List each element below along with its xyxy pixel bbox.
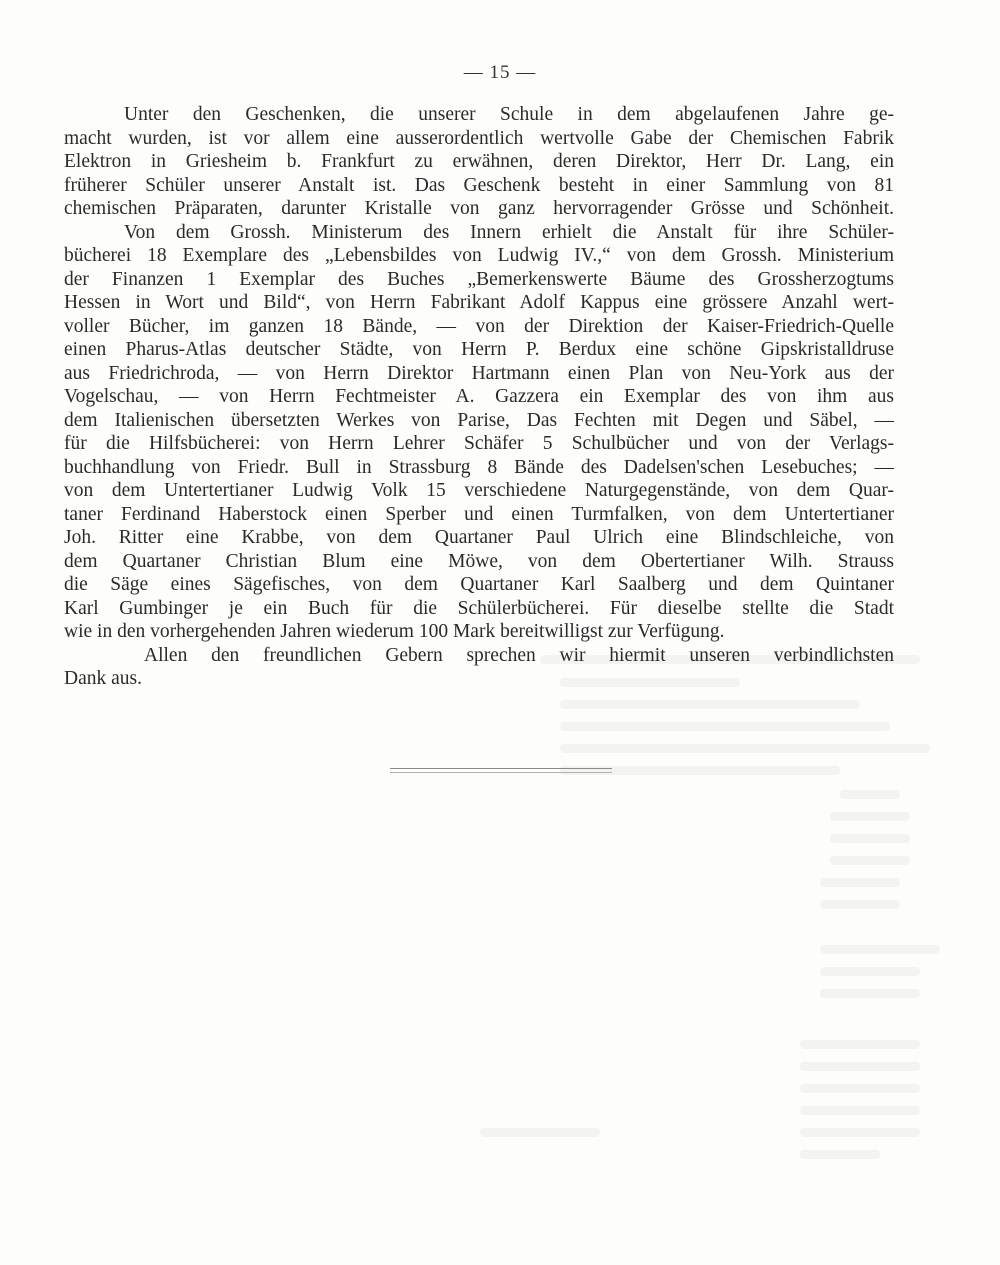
- text-line: voller Bücher, im ganzen 18 Bände, — von der Direktion der Kaiser-Friedrich-Quelle: [64, 315, 894, 337]
- text-line: Hessen in Wort und Bild“, von Herrn Fabrikant Adolf Kappus eine grössere Anzahl wert-: [64, 292, 894, 313]
- text-line: Allen den freundlichen Gebern sprechen wir hiermit unseren verbindlichsten: [144, 644, 894, 666]
- text-line: aus Friedrichroda, — von Herrn Direktor Hartmann einen Plan von Neu-York aus der: [64, 362, 894, 384]
- text-line: Unter den Geschenken, die unserer Schule in dem abgelaufenen Jahre ge-: [124, 104, 894, 125]
- text-line: Karl Gumbinger je ein Buch für die Schülerbücherei. Für dieselbe stellte die Stadt: [64, 597, 894, 619]
- text-line: buchhandlung von Friedr. Bull in Strassburg 8 Bände des Dadelsen'schen Lesebuches; —: [64, 456, 894, 478]
- text-line: von dem Untertertianer Ludwig Volk 15 verschiedene Naturgegenstände, von dem Quar-: [64, 480, 894, 501]
- text-line: Von dem Grossh. Ministerum des Innern erhielt die Anstalt für ihre Schüler-: [124, 221, 894, 243]
- section-divider: [390, 768, 612, 769]
- text-line: bücherei 18 Exemplare des „Lebensbildes von Ludwig IV.,“ von dem Grossh. Ministerium: [64, 245, 894, 266]
- text-line: Dank aus.: [64, 668, 142, 689]
- text-line: taner Ferdinand Haberstock einen Sperber und einen Turmfalken, von dem Untertertianer: [64, 503, 894, 525]
- text-line: chemischen Präparaten, darunter Kristalle von ganz hervorragender Grösse und Schönheit.: [64, 198, 894, 219]
- text-line: Elektron in Griesheim b. Frankfurt zu erwähnen, deren Direktor, Herr Dr. Lang, ein: [64, 151, 894, 172]
- text-line: wie in den vorhergehenden Jahren wiederum 100 Mark bereitwilligst zur Verfügung.: [64, 621, 725, 642]
- text-line: früherer Schüler unserer Anstalt ist. Das Geschenk besteht in einer Sammlung von 81: [64, 174, 894, 196]
- text-line: der Finanzen 1 Exemplar des Buches „Bemerkenswerte Bäume des Grossherzogtums: [64, 268, 894, 290]
- text-line: Joh. Ritter eine Krabbe, von dem Quartaner Paul Ulrich eine Blindschleiche, von: [64, 527, 894, 548]
- body-text: [64, 103, 894, 691]
- text-line: die Säge eines Sägefisches, von dem Quartaner Karl Saalberg und dem Quintaner: [64, 574, 894, 595]
- text-line: einen Pharus-Atlas deutscher Städte, von Herrn P. Berdux eine schöne Gipskristalldruse: [64, 339, 894, 360]
- text-line: macht wurden, ist vor allem eine ausserordentlich wertvolle Gabe der Chemischen Fabrik: [64, 127, 894, 149]
- section-divider-secondary: [390, 772, 612, 773]
- text-line: dem Italienischen übersetzten Werkes von Parise, Das Fechten mit Degen und Säbel, —: [64, 409, 894, 431]
- text-line: für die Hilfsbücherei: von Herrn Lehrer Schäfer 5 Schulbücher und von der Verlags-: [64, 433, 894, 454]
- text-line: Vogelschau, — von Herrn Fechtmeister A. Gazzera ein Exemplar des von ihm aus: [64, 386, 894, 407]
- text-line: dem Quartaner Christian Blum eine Möwe, von dem Obertertianer Wilh. Strauss: [64, 550, 894, 572]
- page-number: — 15 —: [463, 62, 537, 83]
